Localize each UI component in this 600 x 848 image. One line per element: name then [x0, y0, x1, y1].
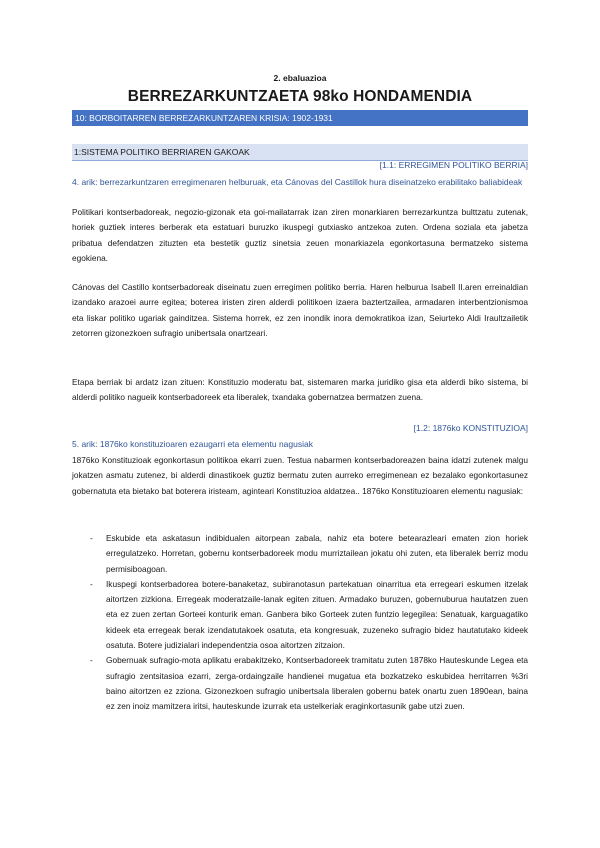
subsection-tag: [1.1: ERREGIMEN POLITIKO BERRIA] — [379, 160, 528, 170]
unit-banner: 10: BORBOITARREN BERREZARKUNTZAREN KRISIA: 1902-1931 — [72, 110, 528, 126]
subsection-tag: [1.2: 1876ko KONSTITUZIOA] — [413, 423, 528, 433]
paragraph: Etapa berriak bi ardatz izan zituen: Konstituzio moderatu bat, sistemaren marka juridiko gisa eta alderdi biko sistema, bi alderdi politiko nagueik kontserbadoreek eta liberalek, txandaka gobernatzea bermatzen zuena. — [72, 377, 528, 403]
section-heading-text: 1:SISTEMA POLITIKO BERRIAREN GAKOAK — [74, 147, 250, 157]
paragraph: Cánovas del Castillo kontserbadoreak diseinatu zuen erregimen politiko berria. Haren helburua Isabell II.aren erreinaldian izandako arazoei aurre egitea; boterea iristen ziren alderdi politikoen izaera baztertzailea, armadaren interbentzionismoa eta liskar politiko ugariak gainditzea. Sistema horrek, ez zen inondik inora demokratikoa izan, Seiurteko Aldi Iraultzailetik zetorren gizonezkoen sufragio unibertsala onartzeari. — [72, 282, 528, 338]
list-item-text: Ikuspegi kontserbadorea botere-banaketaz, subiranotasun partekatuan oinarritua eta erregeari eskumen itzelak aitortzen zizkiona. Erregeak moderatzaile-lanak egiten zituen. Armadako buruzen, gobernuburua hautatzen zuen eta ez zuen zertan Gorteei konturik eman. Ganbera biko Gorteek zuten funtzio legegilea: Senatuak, karguagatiko kideek eta erregeak berak izendatutakoek osatuta, eta kongresuak, zuzeneko sufragio bidez hautatutako kideek osatuta. Botere judizialari independentzia osoa aitortzen zitzaion. — [106, 578, 528, 651]
list-item — [72, 531, 528, 577]
question-4: 4. arik: berrezarkuntzaren erregimenaren helburuak, eta Cánovas del Castillok hura diseinatzeko erabilitako baliabideak — [72, 177, 523, 187]
section-heading — [72, 144, 528, 160]
bullet-dash: - — [90, 655, 93, 666]
bullet-dash: - — [90, 533, 93, 543]
list-item-text: Gobernuak sufragio-mota aplikatu erabakitzeko, Kontserbadoreek tramitatu zuten 1878ko Hauteskunde Legea eta sufragio zentsitasioa ezarri, zerga-ordaingzaile handienei mugatua eta bozkatzeko eskubidea herritarren %3ri baino aitortzen ez zziona. Gizonezkoen sufragio unibertsala liberalen gobernu batek onartu zuen 1890ean, baina ez zen inoiz mamitzera iritsi, hauteskunde izurrak eta ustelkeriak eraginkortasunik gabe utzi zuen. — [106, 655, 528, 712]
paragraph: 1876ko Konstituzioak egonkortasun politikoa ekarri zuen. Testua nabarmen kontserbadoreazen baina idatzi zutenek malgu jokatzen asmatu zutenez, bi alderdi dinastikoek guztiz bermatu zuten aurreko erregimenean ez bezalako egonkortasunez gobernatuta eta bietako bat boterera iristeam, aginteari Konstituzioa aldatzea.. 1876ko Konstituzioaren elementu nagusiak: — [72, 455, 528, 496]
document-title: BERREZARKUNTZAETA 98ko HONDAMENDIA — [127, 88, 473, 105]
list-item-text: Eskubide eta askatasun indibidualen aitorpean zabala, nahiz eta botere betearazleari ematen zion horiek erregulatzeko. Horretan, gobernu kontserbadoreek modu murriztailean jokatu ohi zuten, eta liberalek berriz modu permisiboagoan. — [106, 533, 528, 574]
question-5: 5. arik: 1876ko konstituzioaren ezaugarri eta elementu nagusiak — [72, 439, 313, 449]
elements-list — [72, 531, 528, 715]
list-item — [72, 653, 528, 714]
evaluation-label: 2. ebaluazioa — [273, 73, 327, 83]
list-item — [72, 577, 528, 653]
paragraph: Politikari kontserbadoreak, negozio-gizonak eta goi-mailatarrak izan ziren monarkiaren berrezarkuntza bulttzatu zutenak, horiek guztiek interes berberak eta estatuari buruzko ikuspegi gutxiasko antzekoa zuten. Ordena soziala eta jabetza pribatua defendatzen zituzten eta bestetik guztiz sinetsia zeuen monarkiazela egonkortasuna bermatzeko sistema egokiena. — [72, 207, 528, 263]
bullet-dash: - — [90, 578, 93, 589]
